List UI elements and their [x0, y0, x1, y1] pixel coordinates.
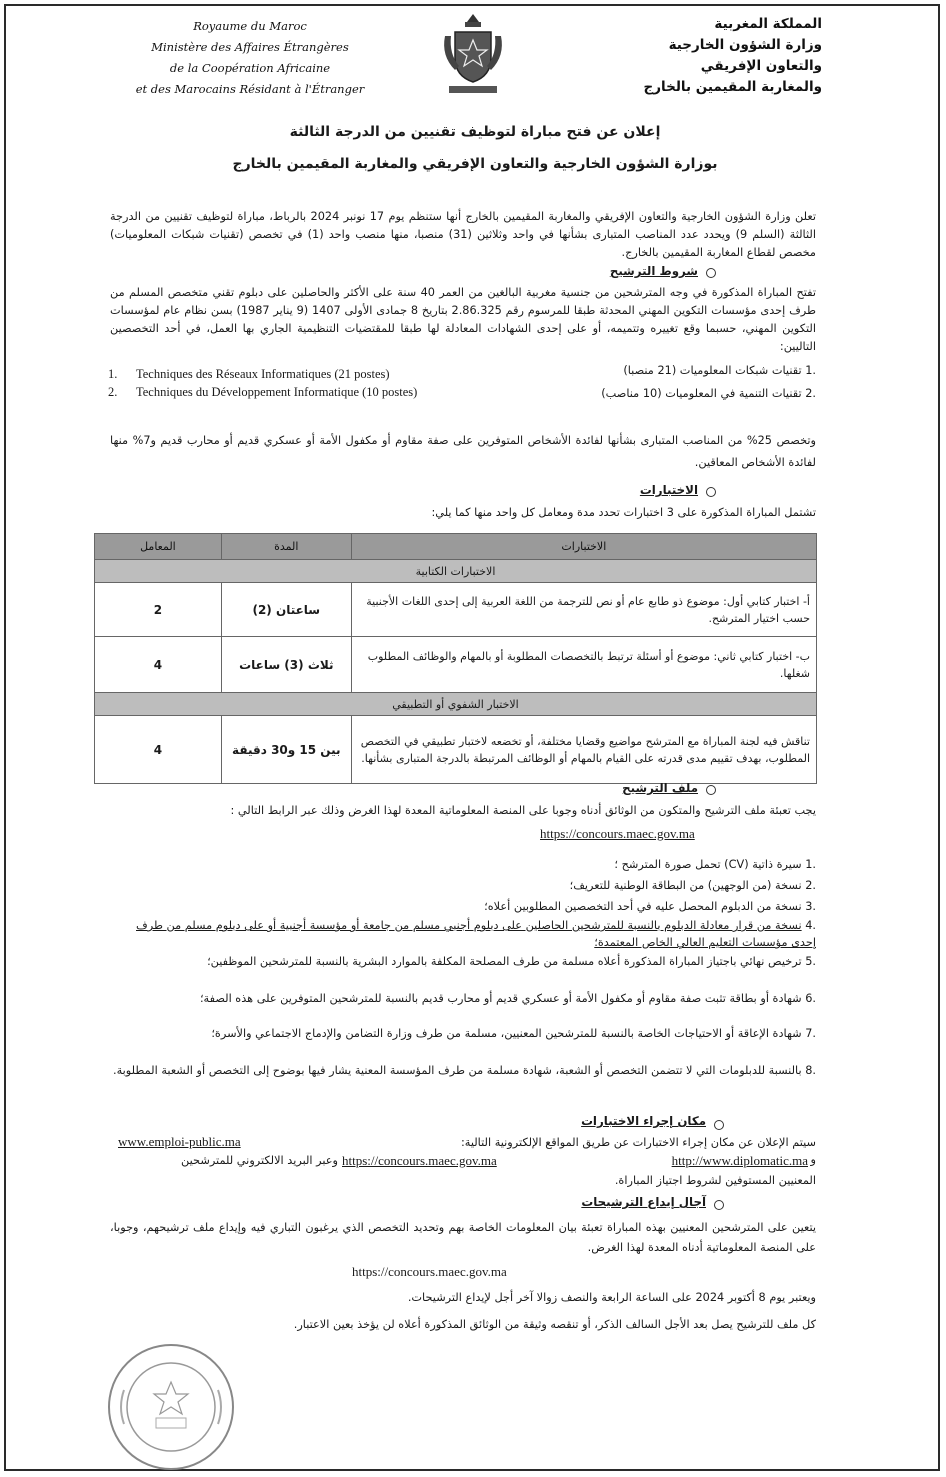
- exam-description: تناقش فيه لجنة المباراة مع المترشح مواضيع وقضايا مختلفة، أو تخضعه لاختبار تطبيقي في التخصص المطلوب، بهدف تقييم مدى قدرته على القيام بالمهام أو الوظائف المرتبطة بالدرجة المتبارى بشأنها.: [351, 716, 816, 784]
- file-item-text: سيرة ذاتية (CV) تحمل صورة المترشح ؛: [614, 858, 802, 871]
- table-band-row: [95, 560, 817, 583]
- file-item-text: بالنسبة للدبلومات التي لا تتضمن التخصص أو الشعبة، شهادة مسلمة من طرف المؤسسة المعنية يشار فيها بوضوح إلى التخصص أو الشعبة المطلوبة.: [113, 1064, 802, 1077]
- list-item: .1 سيرة ذاتية (CV) تحمل صورة المترشح ؛: [614, 858, 816, 871]
- deadline-platform-link[interactable]: https://concours.maec.gov.ma: [352, 1264, 507, 1279]
- exam-duration: بين 15 و30 دقيقة: [221, 716, 351, 784]
- table-row: [95, 637, 817, 693]
- exam-coefficient: 4: [95, 637, 222, 693]
- list-item: .6 شهادة أو بطاقة تثبت صفة مقاوم أو مكفول الأمة أو عسكري قديم أو محارب قديم بالنسبة للمترشحين المتوفرين على هذه الصفة؛: [199, 992, 816, 1005]
- quota-paragraph: وتخصص 25% من المناصب المتبارى بشأنها لفائدة الأشخاص المتوفرين على صفة مقاوم أو مكفول الأمة أو عسكري قديم أو محارب قديم و7% منها لفائدة الأشخاص المعاقين.: [110, 434, 816, 469]
- file-item-text: ترخيص نهائي باجتياز المباراة المذكورة أعلاه مسلمة من طرف المصلحة المكلفة بالموارد البشرية بالنسبة للمترشحين الموظفين؛: [207, 955, 802, 968]
- list-item: .2 نسخة (من الوجهين) من البطاقة الوطنية للتعريف؛: [569, 879, 816, 892]
- list-item: .3 نسخة من الدبلوم المحصل عليه في أحد التخصصين المطلوبين أعلاه؛: [484, 900, 816, 913]
- file-item-text: شهادة أو بطاقة تثبت صفة مقاوم أو مكفول الأمة أو عسكري قديم أو محارب قديم بالنسبة للمترشحين المتوفرين على هذه الصفة؛: [199, 992, 802, 1005]
- specialty-fr-item: 1. Techniques des Réseaux Informatiques (21 postes): [108, 367, 390, 381]
- specialty-ar-label: تقنيات التنمية في المعلوميات (10 مناصب): [601, 387, 802, 400]
- list-item: .5 ترخيص نهائي باجتياز المباراة المذكورة أعلاه مسلمة من طرف المصلحة المكلفة بالموارد البشرية بالنسبة للمترشحين الموظفين؛: [207, 955, 816, 968]
- column-header: المعامل: [95, 534, 222, 560]
- official-seal-icon: [104, 1340, 238, 1474]
- file-item-text: نسخة من قرار معادلة الدبلوم بالنسبة للمترشحين الحاصلين على دبلوم أجنبي مسلم من جامعة أو مؤسسة أجنبية أو على دبلوم مسلم من طرف إحدى مؤسسات التعليم العالي الخاص المعتمدة؛: [136, 919, 816, 949]
- section-bullet-icon: [706, 268, 716, 278]
- header-french: [110, 16, 390, 100]
- specialty-ar-item: .2 تقنيات التنمية في المعلوميات (10 مناصب): [601, 387, 816, 400]
- list-item: .4 نسخة من قرار معادلة الدبلوم بالنسبة للمترشحين الحاصلين على دبلوم أجنبي مسلم من جامعة أو مؤسسة أجنبية أو على دبلوم مسلم من طرف إحدى مؤسسات التعليم العالي الخاص المعتمدة؛: [136, 919, 816, 949]
- section-bullet-icon: [706, 487, 716, 497]
- exam-coefficient: 2: [95, 583, 222, 637]
- column-header: الاختبارات: [351, 534, 816, 560]
- conjunction-text: و: [810, 1153, 816, 1166]
- deadline-date-text: ويعتبر يوم 8 أكتوبر 2024 على الساعة الرابعة والنصف زوالا آخر أجل لإيداع الترشيحات.: [407, 1291, 816, 1304]
- written-exams-band: الاختبارات الكتابية: [95, 560, 817, 583]
- concours-link[interactable]: https://concours.maec.gov.ma: [342, 1153, 497, 1168]
- header-fr-line: Royaume du Maroc: [193, 19, 307, 33]
- file-item-text: نسخة من الدبلوم المحصل عليه في أحد التخصصين المطلوبين أعلاه؛: [484, 900, 802, 913]
- emploi-public-link[interactable]: www.emploi-public.ma: [118, 1134, 241, 1149]
- exams-heading: الاختبارات: [639, 483, 698, 497]
- diplomatic-link[interactable]: http://www.diplomatic.ma: [671, 1153, 808, 1168]
- file-heading: ملف الترشيح: [622, 781, 698, 795]
- specialty-fr-item: 2. Techniques du Développement Informatique (10 postes): [108, 385, 418, 399]
- specialty-fr-label: Techniques des Réseaux Informatiques (21 postes): [136, 367, 390, 381]
- venue-heading: مكان إجراء الاختبارات: [581, 1114, 706, 1128]
- rejection-note: كل ملف للترشيح يصل بعد الأجل السالف الذكر، أو تنقصه وثيقة من الوثائق المذكورة أعلاه لن يؤخذ بعين الاعتبار.: [293, 1318, 816, 1331]
- conditions-paragraph: تفتح المباراة المذكورة في وجه المترشحين من جنسية مغربية البالغين من العمر 40 سنة على الأكثر والحاصلين على دبلوم تقني متخصص المسلم من طرف إحدى مؤسسات التكوين المهني المحدثة طبقا للمرسوم رقم 2.86.325 بتاريخ 8 جمادى الأولى 1407 (9 يناير 1987) بسن نظام عام لمؤسسات التكوين المهني، حسبما وقع تغييره وتتميمه، أو على إحدى الشهادات المعادلة لها طبقا للمقتضيات التنظيمية الجاري بها العمل، في أحد التخصصين التاليين:: [110, 286, 817, 353]
- deadline-paragraph: يتعين على المترشحين المعنيين بهذه المباراة تعبئة بيان المعلومات الخاصة بهم وتحديد التخصص الذي يرغبون التباري فيه وإيداع ملف ترشيحهم، وجوبا، على المنصة المعلوماتية أدناه المعدة لهذا الغرض.: [110, 1221, 816, 1254]
- section-bullet-icon: [714, 1120, 724, 1130]
- announcement-title: إعلان عن فتح مباراة لتوظيف تقنيين من الدرجة الثالثة: [289, 124, 661, 140]
- venue-paragraph: سيتم الإعلان عن مكان إجراء الاختبارات عن طريق المواقع الإلكترونية التالية:: [460, 1136, 816, 1149]
- table-band-row: [95, 693, 817, 716]
- exam-description: ب- اختبار كتابي ثاني: موضوع أو أسئلة ترتبط بالتخصصات المطلوبة أو بالمهام والوظائف المطلوب شغلها.: [351, 637, 816, 693]
- table-header-row: [95, 534, 817, 560]
- specialty-ar-label: تقنيات شبكات المعلوميات (21 منصبا): [623, 364, 802, 377]
- table-row: [95, 583, 817, 637]
- header-arabic: [584, 14, 822, 98]
- list-item: .8 بالنسبة للدبلومات التي لا تتضمن التخصص أو الشعبة، شهادة مسلمة من طرف المؤسسة المعنية يشار فيها بوضوح إلى التخصص أو الشعبة المطلوبة.: [113, 1064, 816, 1077]
- exam-coefficient: 4: [95, 716, 222, 784]
- list-item: .7 شهادة الإعاقة أو الاحتياجات الخاصة بالنسبة للمترشحين المعنيين، مسلمة من طرف وزارة التضامن والإدماج الاجتماعي والأسرة؛: [211, 1027, 816, 1040]
- coat-of-arms-icon: [439, 10, 507, 98]
- header-fr-line: et des Marocains Résidant à l'Étranger: [135, 82, 365, 96]
- file-item-text: نسخة (من الوجهين) من البطاقة الوطنية للتعريف؛: [569, 879, 802, 892]
- deadline-heading: آجال إيداع الترشيحات: [581, 1195, 706, 1209]
- header-ar-line: المملكة المغربية: [714, 16, 822, 32]
- header-ar-line: والمغاربة المقيمين بالخارج: [643, 79, 822, 95]
- section-bullet-icon: [714, 1200, 724, 1210]
- column-header: المدة: [221, 534, 351, 560]
- header-fr-line: de la Coopération Africaine: [169, 61, 331, 75]
- oral-exam-band: الاختبار الشفوي أو التطبيقي: [95, 693, 817, 716]
- header-ar-line: وزارة الشؤون الخارجية: [668, 37, 822, 53]
- exams-intro: تشتمل المباراة المذكورة على 3 اختبارات تحدد مدة ومعامل كل واحد منها كما يلي:: [431, 506, 816, 519]
- file-intro: يجب تعبئة ملف الترشيح والمتكون من الوثائق أدناه وجوبا على المنصة المعلوماتية المعدة لهذا الغرض وذلك عبر الرابط التالي :: [230, 804, 816, 817]
- conditions-heading: شروط الترشيح: [609, 264, 698, 278]
- specialty-fr-label: Techniques du Développement Informatique (10 postes): [136, 385, 418, 399]
- exam-duration: ساعتان (2): [221, 583, 351, 637]
- section-bullet-icon: [706, 785, 716, 795]
- file-item-text: شهادة الإعاقة أو الاحتياجات الخاصة بالنسبة للمترشحين المعنيين، مسلمة من طرف وزارة التضامن والإدماج الاجتماعي والأسرة؛: [211, 1027, 802, 1040]
- exams-table: [94, 533, 817, 784]
- specialty-ar-item: .1 تقنيات شبكات المعلوميات (21 منصبا): [623, 364, 816, 377]
- ministry-subtitle: بوزارة الشؤون الخارجية والتعاون الإفريقي والمغاربة المقيمين بالخارج: [232, 156, 718, 172]
- header-fr-line: Ministère des Affaires Étrangères: [151, 40, 349, 54]
- venue-email-text: وعبر البريد الالكتروني للمترشحين: [181, 1154, 338, 1167]
- header-ar-line: والتعاون الإفريقي: [700, 58, 822, 74]
- exam-duration: ثلاث (3) ساعات: [221, 637, 351, 693]
- venue-eligible-text: المعنيين المستوفين لشروط اجتياز المباراة.: [614, 1174, 816, 1187]
- table-row: [95, 716, 817, 784]
- exam-description: أ- اختبار كتابي أول: موضوع ذو طابع عام أو نص للترجمة من اللغة العربية إلى إحدى اللغات الأجنبية حسب اختيار المترشح.: [351, 583, 816, 637]
- platform-link[interactable]: https://concours.maec.gov.ma: [540, 826, 695, 841]
- intro-paragraph: تعلن وزارة الشؤون الخارجية والتعاون الإفريقي والمغاربة المقيمين بالخارج أنها ستنظم يوم 17 نونبر 2024 بالرباط، مباراة لتوظيف تقنيين من الدرجة الثالثة (السلم 9) ويحدد عدد المناصب المتبارى بشأنها في واحد وثلاثين (31) منصبا، منها منصب واحد (1) في تخصص (تقنيات شبكات المعلوميات) مخصص لقطاع المغاربة المقيمين بالخارج.: [110, 210, 816, 259]
